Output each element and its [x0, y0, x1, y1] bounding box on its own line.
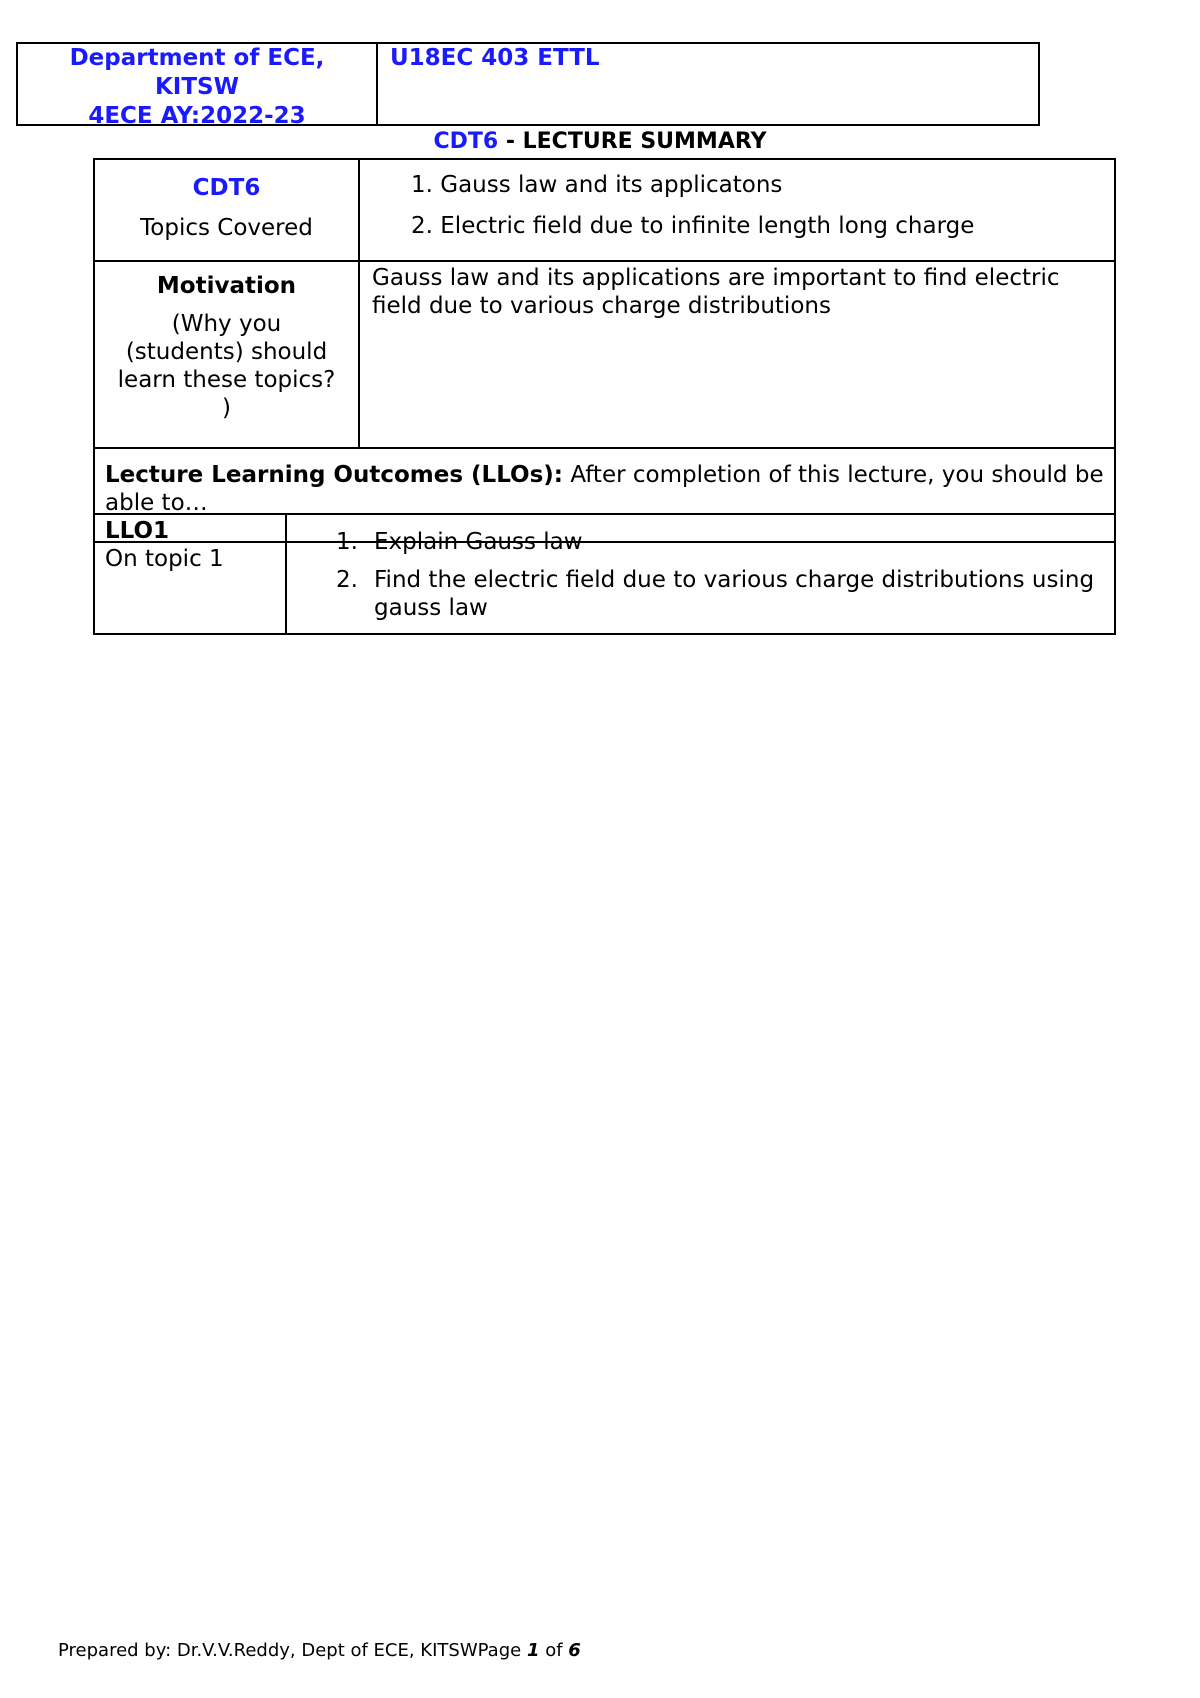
list-item	[336, 528, 1113, 556]
motivation-subheading: (Why you (students) should learn these topics? )	[117, 311, 336, 421]
list-text: Gauss law and its applicatons	[440, 172, 783, 198]
topics-code: CDT6	[192, 175, 261, 201]
llo1-label-cell	[94, 514, 286, 634]
llo1-list	[288, 516, 1113, 622]
department-name: Department of ECE,	[69, 45, 325, 71]
topics-label: Topics Covered	[140, 215, 313, 241]
list-text: Explain Gauss law	[374, 529, 583, 555]
list-item	[336, 566, 1113, 622]
title-code: CDT6	[433, 129, 499, 154]
of-label: of	[539, 1640, 569, 1661]
motivation-label-cell	[94, 261, 359, 448]
prepared-by: Prepared by: Dr.V.V.Reddy, Dept of ECE, KITSW	[58, 1640, 478, 1661]
llo1-list-cell	[286, 514, 1115, 634]
course-code: U18EC 403 ETTL	[390, 45, 600, 71]
page-title	[0, 129, 1200, 155]
topics-list-cell	[359, 159, 1115, 261]
title-text: - LECTURE SUMMARY	[498, 129, 767, 154]
summary-table	[93, 158, 1116, 543]
department-info	[18, 44, 378, 129]
list-number: 1.	[411, 172, 433, 198]
institute-name: KITSW	[154, 74, 239, 100]
page-label: Page	[477, 1640, 527, 1661]
page-footer	[58, 1640, 581, 1662]
page-total: 6	[568, 1640, 581, 1661]
topics-list	[361, 165, 1113, 247]
llo1-row	[94, 514, 1115, 634]
llo-intro-text: After completion of this lecture, you should be able to…	[105, 462, 1104, 516]
motivation-row	[94, 261, 1115, 448]
list-number: 2.	[336, 567, 358, 593]
list-number: 1.	[336, 529, 358, 555]
list-item	[411, 206, 1113, 247]
topics-row	[94, 159, 1115, 261]
topics-label-cell	[94, 159, 359, 261]
llo-intro-heading: Lecture Learning Outcomes (LLOs):	[105, 462, 564, 488]
llo1-label: LLO1	[105, 518, 170, 544]
list-item	[411, 165, 1113, 206]
motivation-text: Gauss law and its applications are important to find electric field due to various charge distributions	[359, 261, 1115, 448]
list-text: Electric field due to infinite length long charge	[440, 213, 975, 239]
list-number: 2.	[411, 213, 433, 239]
page-number: 1	[526, 1640, 540, 1661]
llo1-topic: On topic 1	[105, 546, 224, 572]
llo-table	[93, 513, 1116, 635]
list-text: Find the electric field due to various charge distributions using gauss law	[374, 567, 1095, 621]
motivation-heading: Motivation	[156, 273, 297, 299]
academic-year: 4ECE AY:2022-23	[88, 103, 306, 129]
header-box	[16, 42, 1040, 129]
